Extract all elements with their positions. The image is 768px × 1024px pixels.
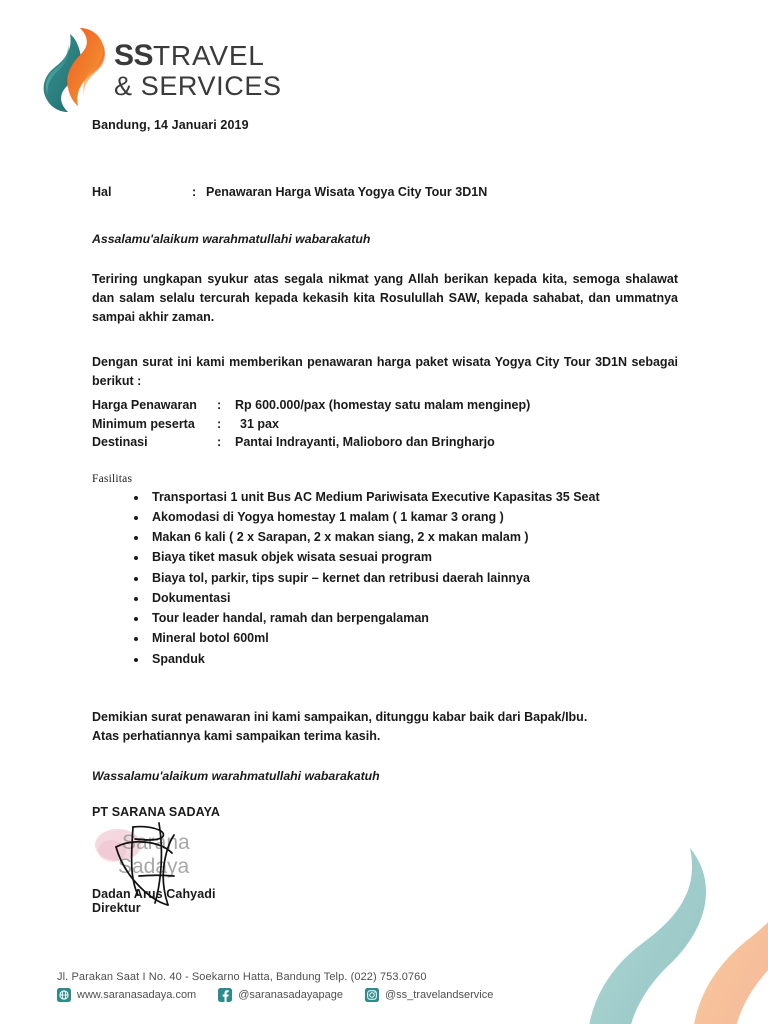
closing-line-two: Atas perhatiannya kami sampaikan terima kasih. bbox=[92, 728, 381, 743]
logo-wordmark bbox=[114, 40, 282, 100]
detail-row bbox=[92, 396, 678, 415]
list-item: • Dokumentasi bbox=[148, 588, 678, 608]
signer-title: Direktur bbox=[92, 901, 141, 916]
list-item: • Akomodasi di Yogya homestay 1 malam ( 1 kamar 3 orang ) bbox=[148, 507, 678, 527]
signature-area bbox=[92, 819, 678, 887]
closing-paragraph bbox=[92, 708, 678, 746]
subject-label: Hal bbox=[92, 185, 112, 199]
subject-row bbox=[92, 185, 678, 199]
detail-row bbox=[92, 433, 678, 452]
list-item: • Biaya tol, parkir, tips supir – kernet dan retribusi daerah lainnya bbox=[148, 568, 678, 588]
instagram-icon bbox=[365, 988, 379, 1002]
detail-colon: : bbox=[217, 435, 222, 449]
detail-value-minimum: 31 pax bbox=[240, 416, 279, 431]
signature-block bbox=[92, 805, 678, 915]
paragraph-two: Dengan surat ini kami memberikan penawaran harga paket wisata Yogya City Tour 3D1N sebagai berikut : bbox=[92, 355, 678, 388]
website-label: www.saranasadaya.com bbox=[77, 988, 197, 1001]
subject-value: Penawaran Harga Wisata Yogya City Tour 3D1N bbox=[206, 185, 488, 199]
company-stamp bbox=[92, 821, 224, 887]
list-item: • Biaya tiket masuk objek wisata sesuai program bbox=[148, 547, 678, 567]
svg-text:Sarana: Sarana bbox=[122, 831, 190, 855]
detail-value-destination: Pantai Indrayanti, Malioboro dan Bringharjo bbox=[235, 435, 495, 449]
logo-services-text: & SERVICES bbox=[114, 70, 282, 101]
footer-address: Jl. Parakan Saat I No. 40 - Soekarno Hatta, Bandung Telp. (022) 753.0760 bbox=[57, 971, 427, 983]
list-item: • Mineral botol 600ml bbox=[148, 628, 678, 648]
company-logo bbox=[40, 24, 282, 116]
footer-facebook[interactable] bbox=[218, 988, 343, 1002]
list-item: • Tour leader handal, ramah dan berpengalaman bbox=[148, 608, 678, 628]
list-item: • Spanduk bbox=[148, 649, 678, 669]
page-footer bbox=[57, 971, 697, 1002]
detail-value-price: Rp 600.000/pax (homestay satu malam menginep) bbox=[235, 398, 531, 412]
website-icon bbox=[57, 988, 71, 1002]
signer-name: Dadan Arus Cahyadi bbox=[92, 887, 216, 902]
facilities-list bbox=[92, 487, 678, 669]
farewell-text: Wassalamu'alaikum warahmatullahi wabarakatuh bbox=[92, 769, 380, 784]
detail-label: Minimum peserta bbox=[92, 416, 195, 431]
flame-logo-icon bbox=[40, 24, 106, 116]
paragraph-one: Teriring ungkapan syukur atas segala nikmat yang Allah berikan kepada kita, semoga shalawat dan salam selalu tercurah kepada kekasih kita Rosulullah SAW, kepada sahabat, dan ummatnya sampai akhir zaman. bbox=[92, 272, 678, 324]
detail-label: Harga Penawaran bbox=[92, 398, 197, 412]
footer-social-row bbox=[57, 988, 697, 1002]
footer-instagram[interactable] bbox=[365, 988, 493, 1002]
facebook-icon bbox=[218, 988, 232, 1002]
company-name: PT SARANA SADAYA bbox=[92, 805, 221, 820]
detail-colon: : bbox=[217, 398, 222, 412]
list-item: • Transportasi 1 unit Bus AC Medium Pariwisata Executive Kapasitas 35 Seat bbox=[148, 487, 678, 507]
logo-travel-text: TRAVEL bbox=[153, 39, 265, 71]
detail-colon: : bbox=[217, 416, 222, 431]
instagram-label: @ss_travelandservice bbox=[384, 988, 494, 1001]
list-item: • Makan 6 kali ( 2 x Sarapan, 2 x makan siang, 2 x makan malam ) bbox=[148, 527, 678, 547]
greeting-text: Assalamu'alaikum warahmatullahi wabarakatuh bbox=[92, 232, 371, 246]
letter-body bbox=[92, 118, 678, 915]
subject-colon: : bbox=[192, 185, 197, 199]
facebook-label: @saranasadayapage bbox=[238, 988, 343, 1001]
offer-details-table bbox=[92, 396, 678, 452]
detail-label: Destinasi bbox=[92, 435, 148, 449]
svg-text:Sadaya: Sadaya bbox=[118, 855, 190, 879]
footer-website[interactable] bbox=[57, 988, 196, 1002]
logo-ss-text: SS bbox=[114, 38, 154, 72]
facilities-heading: Fasilitas bbox=[92, 472, 133, 485]
date-line: Bandung, 14 Januari 2019 bbox=[92, 118, 249, 132]
detail-row bbox=[92, 415, 678, 434]
closing-line-one: Demikian surat penawaran ini kami sampaikan, ditunggu kabar baik dari Bapak/Ibu. bbox=[92, 709, 588, 724]
